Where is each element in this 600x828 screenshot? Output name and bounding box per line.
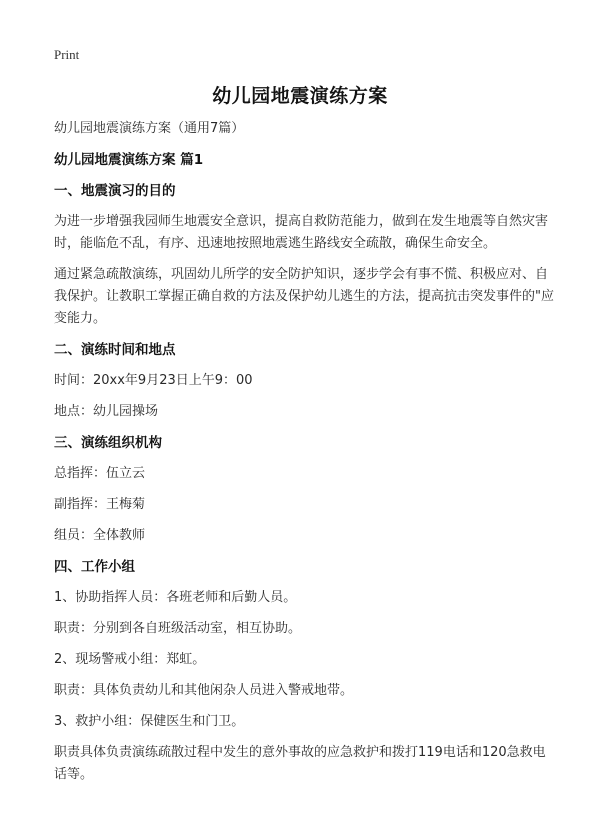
section-heading-work-groups: 四、工作小组 (54, 559, 135, 575)
paragraph-group-3: 3、救护小组：保健医生和门卫。 (54, 714, 245, 729)
paragraph-purpose-1: 为进一步增强我园师生地震安全意识，提高自救防范能力，做到在发生地震等自然灾害时，能临危不乱，有序、迅速地按照地震逃生路线安全疏散，确保生命安全。 (54, 214, 549, 251)
article-heading: 幼儿园地震演练方案 篇1 (54, 152, 204, 168)
section-heading-time-place: 二、演练时间和地点 (54, 342, 176, 358)
paragraph-group-3-duty: 职责具体负责演练疏散过程中发生的意外事故的应急救护和拨打119电话和120急救电话等。 (54, 745, 546, 782)
paragraph-group-2-duty: 职责：具体负责幼儿和其他闲杂人员进入警戒地带。 (54, 683, 354, 698)
paragraph-members: 组员：全体教师 (54, 528, 146, 543)
paragraph-time: 时间：20xx年9月23日上午9：00 (54, 373, 253, 388)
paragraph-purpose-2: 通过紧急疏散演练，巩固幼儿所学的安全防护知识，逐步学会有事不慌、积极应对、自我保护。让教职工掌握正确自救的方法及保护幼儿逃生的方法，提高抗击突发事件的"应变能力。 (54, 267, 554, 326)
document-title: 幼儿园地震演练方案 (212, 85, 388, 107)
paragraph-group-1-duty: 职责：分别到各自班级活动室，相互协助。 (54, 621, 302, 636)
document-body (54, 118, 554, 795)
paragraph-group-2: 2、现场警戒小组：郑虹。 (54, 652, 206, 667)
paragraph-chief: 总指挥：伍立云 (54, 466, 146, 481)
paragraph-deputy: 副指挥：王梅菊 (54, 497, 146, 512)
section-heading-organization: 三、演练组织机构 (54, 435, 162, 451)
paragraph-place: 地点：幼儿园操场 (54, 404, 159, 419)
section-heading-purpose: 一、地震演习的目的 (54, 183, 176, 199)
document-subtitle: 幼儿园地震演练方案（通用7篇） (54, 121, 245, 136)
paragraph-group-1: 1、协助指挥人员：各班老师和后勤人员。 (54, 590, 297, 605)
print-link[interactable]: Print (54, 47, 80, 62)
